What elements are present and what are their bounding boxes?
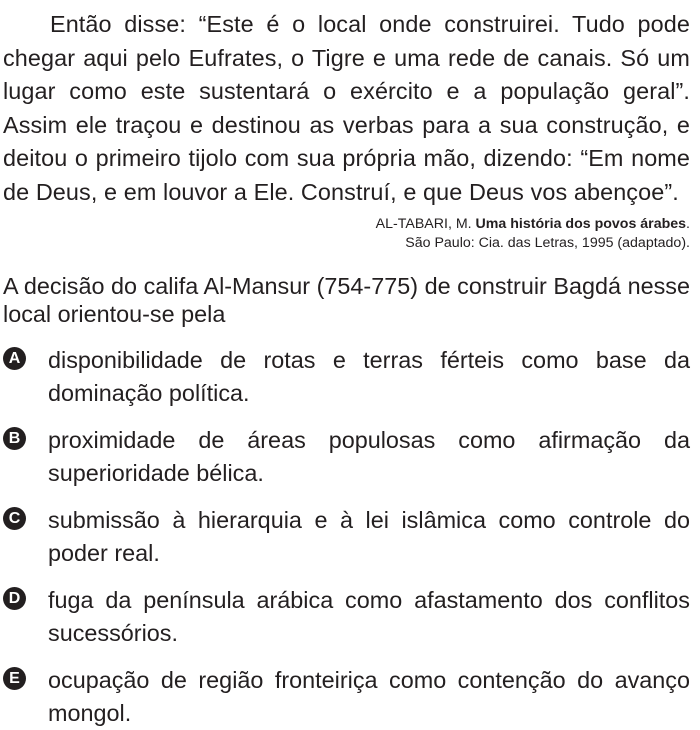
answer-options [3,344,690,730]
option-b-letter-icon: B [3,427,26,450]
option-e-text: ocupação de região fronteiriça como contenção do avanço mongol. [48,666,690,726]
option-c-text: submissão à hierarquia e à lei islâmica como controle do poder real. [48,506,690,566]
option-b[interactable] [3,424,690,490]
citation-title-end: . [686,215,690,232]
option-a[interactable] [3,344,690,410]
option-c[interactable] [3,504,690,570]
quote-paragraph: Então disse: “Este é o local onde construirei. Tudo pode chegar aqui pelo Eufrates, o Tigre e uma rede de canais. Só um lugar como este sustentará o exército e a população geral”. Assim ele traçou e destinou as verbas para a sua construção, e deitou o primeiro tijolo com sua própria mão, dizendo: “Em nome de Deus, e em louvor a Ele. Construí, e que Deus vos abençoe”. [3,11,690,205]
option-e[interactable] [3,664,690,730]
question-stem: A decisão do califa Al-Mansur (754-775) de construir Bagdá nesse local orientou-se pela [3,272,690,327]
option-a-text: disponibilidade de rotas e terras férteis como base da dominação política. [48,346,690,406]
option-e-letter-icon: E [3,667,26,690]
citation-title: Uma história dos povos árabes [475,215,687,232]
option-d-text: fuga da península arábica como afastamento dos conflitos sucessórios. [48,586,690,646]
citation [3,215,690,253]
option-d[interactable] [3,584,690,650]
citation-author: AL-TABARI, M. [375,215,476,232]
option-b-text: proximidade de áreas populosas como afirmação da superioridade bélica. [48,426,690,486]
option-c-letter-icon: C [3,507,26,530]
option-d-letter-icon: D [3,587,26,610]
option-a-letter-icon: A [3,347,26,370]
citation-publication: São Paulo: Cia. das Letras, 1995 (adaptado). [405,234,690,251]
